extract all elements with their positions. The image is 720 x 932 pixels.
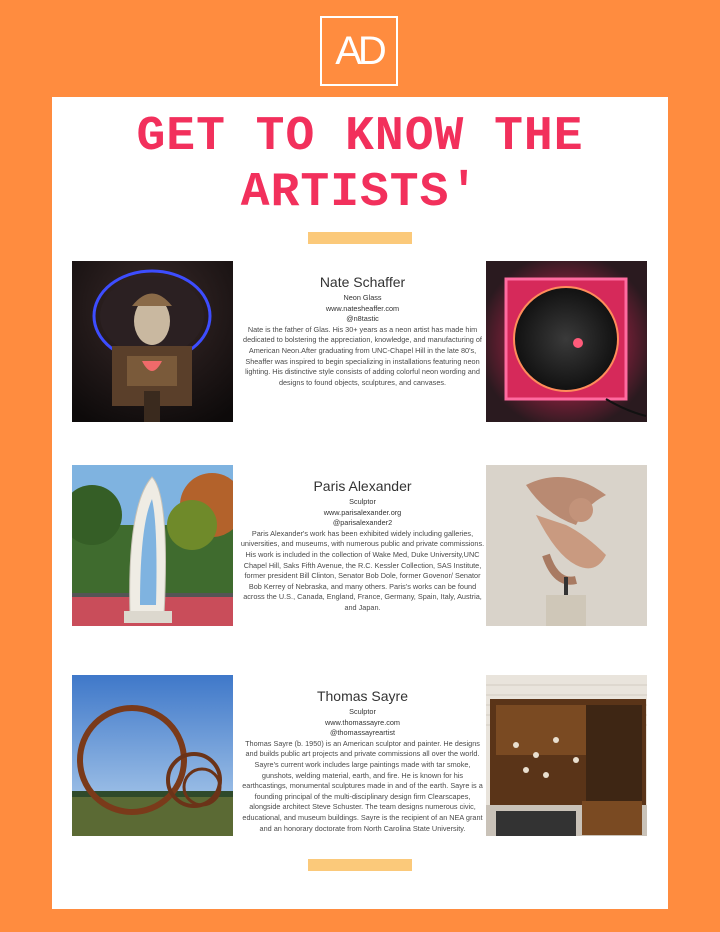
artist-name: Thomas Sayre: [316, 688, 409, 704]
stone-arch-image: [72, 465, 233, 626]
artist-info: [239, 477, 486, 614]
page-title: [52, 109, 668, 221]
artist-name: Nate Schaffer: [319, 274, 406, 290]
artist-handle[interactable]: @parisalexander2: [332, 518, 393, 528]
artist-role: Sculptor: [349, 707, 376, 716]
artist-role: Sculptor: [349, 497, 376, 506]
figure-sculpture-image: [486, 465, 647, 626]
artist-name: Paris Alexander: [313, 478, 412, 494]
footer-divider: [308, 859, 412, 871]
artist-section-nate-schaffer: [52, 261, 668, 423]
logo: [320, 16, 398, 86]
neon-square-image: [486, 261, 647, 422]
artist-section-thomas-sayre: [52, 675, 668, 837]
title-divider: [308, 232, 412, 244]
artwork-photo-figure-sculpture: [486, 465, 647, 626]
artist-section-paris-alexander: [52, 465, 668, 627]
wall-painting-image: [486, 675, 647, 836]
artist-bio: Nate is the father of Glas. His 30+ years as a neon artist has made him dedicated to bolstering the appreciation, knowledge, and manufacturing of American Neon.After graduating from UNC-Chapel Hill in the late 80's, Sheaffer was inspired to begin specializing in installations featuring neon lighting. His distinctive style consists of adding colorful neon wording and designs to found objects, sculptures, and canvases.: [243, 324, 482, 387]
artwork-photo-neon-bust: [72, 261, 233, 422]
artist-handle[interactable]: @thomassayreartist: [330, 728, 395, 738]
content-card: [52, 97, 668, 909]
artist-bio: Paris Alexander's work has been exhibited widely including galleries, universities, and museums, with numerous public and private commissions. His work is included in the collection of Wake Med, Duke University,UNC Chapel Hill, Saks Fifth Avenue, the R.C. Kessler Collection, SAS Institute, former president Bill Clinton, Senator Bob Dole, former Govenor/ Senator Bob Kerrey of Nebraska, and many others. Paris's works can be found across the U.S., Canada, England, France, Germany, Spain, Italy, Austria, and Japan.: [240, 528, 485, 612]
artist-website[interactable]: www.thomassayre.com: [324, 717, 401, 727]
title-line-2: ARTISTS': [240, 166, 480, 220]
artist-info: [239, 273, 486, 388]
artist-website[interactable]: www.natesheaffer.com: [325, 303, 400, 313]
title-line-1: GET TO KNOW THE: [136, 110, 584, 164]
artist-handle[interactable]: @n8tastic: [346, 314, 379, 324]
neon-bust-image: [72, 261, 233, 422]
artist-role: Neon Glass: [343, 293, 382, 302]
artist-bio: Thomas Sayre (b. 1950) is an American sculptor and painter. He designs and builds public art projects and private commissions all over the world. Sayre's current work includes large paintings made with tar smoke, gunshots, welding material, earth, and fire. He is known for his earthcastings, monumental sculptures made in and of the earth. Sayre is a founding principal of the multi-disciplinary design firm Clearscapes, alongside architect Steve Schuster. The team designs numerous civic, educational, and museum buildings. Sayre is the recipient of an NEA grant and an honorary doctorate from North Carolina State University.: [242, 738, 483, 833]
logo-text: AD: [335, 28, 383, 73]
rust-rings-image: [72, 675, 233, 836]
artist-website[interactable]: www.parisalexander.org: [323, 507, 402, 517]
artwork-photo-rust-rings: [72, 675, 233, 836]
artwork-photo-wall-painting: [486, 675, 647, 836]
artist-info: [239, 687, 486, 834]
artwork-photo-stone-arch: [72, 465, 233, 626]
artwork-photo-neon-square: [486, 261, 647, 422]
